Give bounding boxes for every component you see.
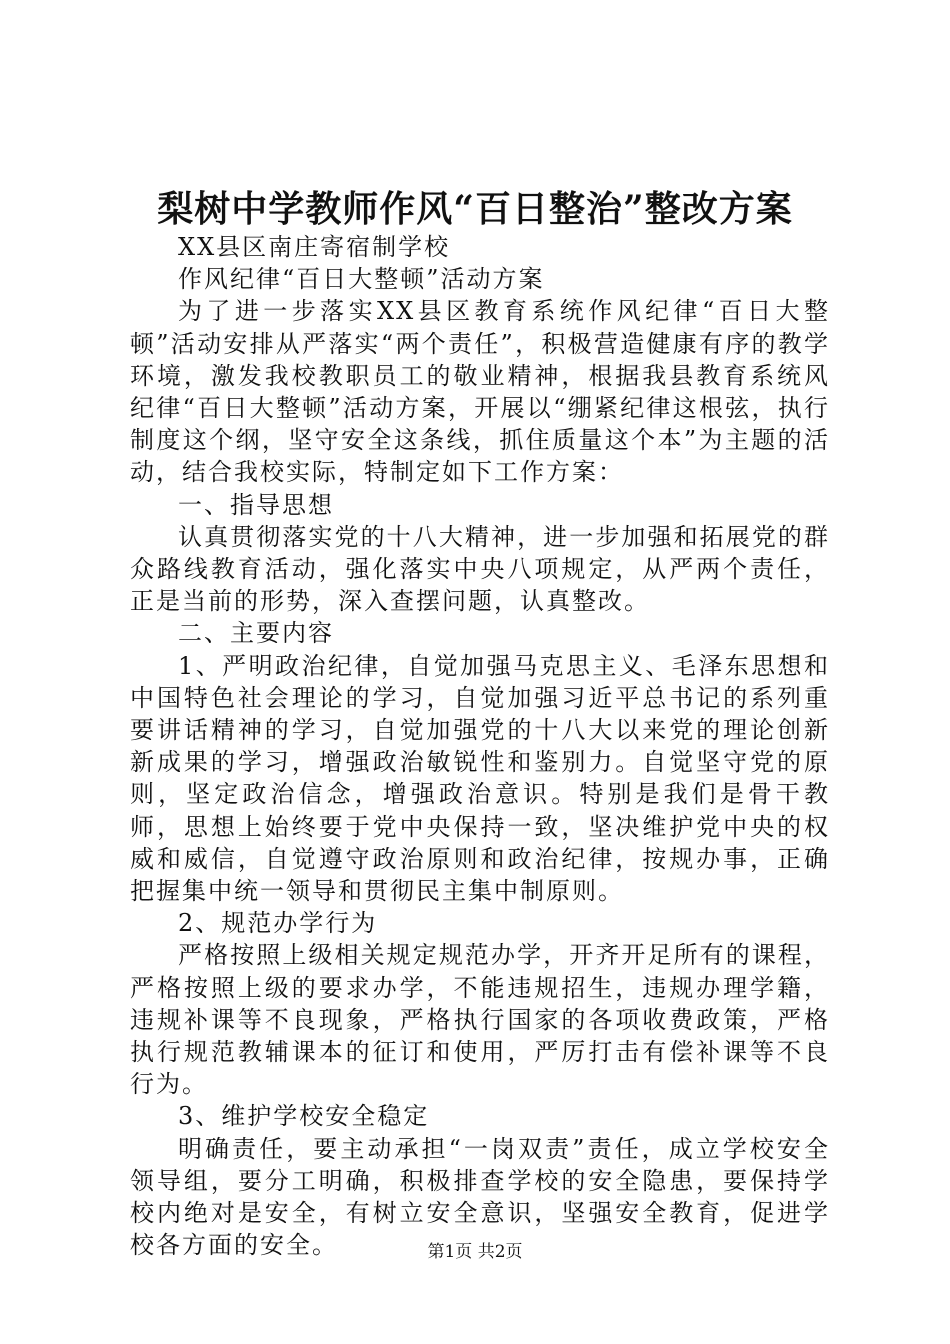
section-heading-main-content: 二、主要内容: [178, 619, 334, 648]
document-title: 梨树中学教师作风“百日整治”整改方案: [157, 188, 793, 230]
guiding-thought-paragraph: 认真贯彻落实党的十八大精神，进一步加强和拓展党的群众路线教育活动，强化落实中央八项规定，从严两个责任，正是当前的形势，深入查摆问题，认真整改。: [130, 522, 830, 616]
school-name-line: XX县区南庄寄宿制学校: [178, 233, 451, 261]
political-discipline-paragraph: 1、严明政治纪律，自觉加强马克思主义、毛泽东思想和中国特色社会理论的学习，自觉加强习近平总书记的系列重要讲话精神的学习，自觉加强党的十八大以来党的理论创新新成果的学习，增强政治敏锐性和鉴别力。自觉坚守党的原则，坚定政治信念，增强政治意识。特别是我们是骨干教师，思想上始终要于党中央保持一致，坚决维护党中央的权威和威信，自觉遵守政治原则和政治纪律，按规办事，正确把握集中统一领导和贯彻民主集中制原则。: [130, 651, 830, 906]
page-footer: 第1页 共2页: [427, 1242, 523, 1262]
document-body: [130, 231, 830, 1262]
school-safety-paragraph: 明确责任，要主动承担“一岗双责”责任，成立学校安全领导组，要分工明确，积极排查学校的安全隐患，要保持学校内绝对是安全，有树立安全意识，坚强安全教育，促进学校各方面的安全。: [130, 1134, 830, 1260]
subheading-school-safety: 3、维护学校安全稳定: [178, 1102, 430, 1131]
school-conduct-paragraph: 严格按照上级相关规定规范办学，开齐开足所有的课程，严格按照上级的要求办学，不能违规招生，违规办理学籍，违规补课等不良现象，严格执行国家的各项收费政策，严格执行规范教辅课本的征订和使用，严厉打击有偿补课等不良行为。: [130, 941, 830, 1099]
plan-subtitle-line: 作风纪律“百日大整顿”活动方案: [178, 265, 545, 294]
section-heading-guiding-thought: 一、指导思想: [178, 490, 334, 519]
subheading-school-conduct: 2、规范办学行为: [178, 909, 378, 938]
intro-paragraph: 为了进一步落实XX县区教育系统作风纪律“百日大整顿”活动安排从严落实“两个责任”，积极营造健康有序的教学环境，激发我校教职员工的敬业精神，根据我县教育系统风纪律“百日大整顿”活动方案，开展以“绷紧纪律这根弦，执行制度这个纲，坚守安全这条线，抓住质量这个本”为主题的活动，结合我校实际，特制定如下工作方案：: [130, 297, 830, 487]
